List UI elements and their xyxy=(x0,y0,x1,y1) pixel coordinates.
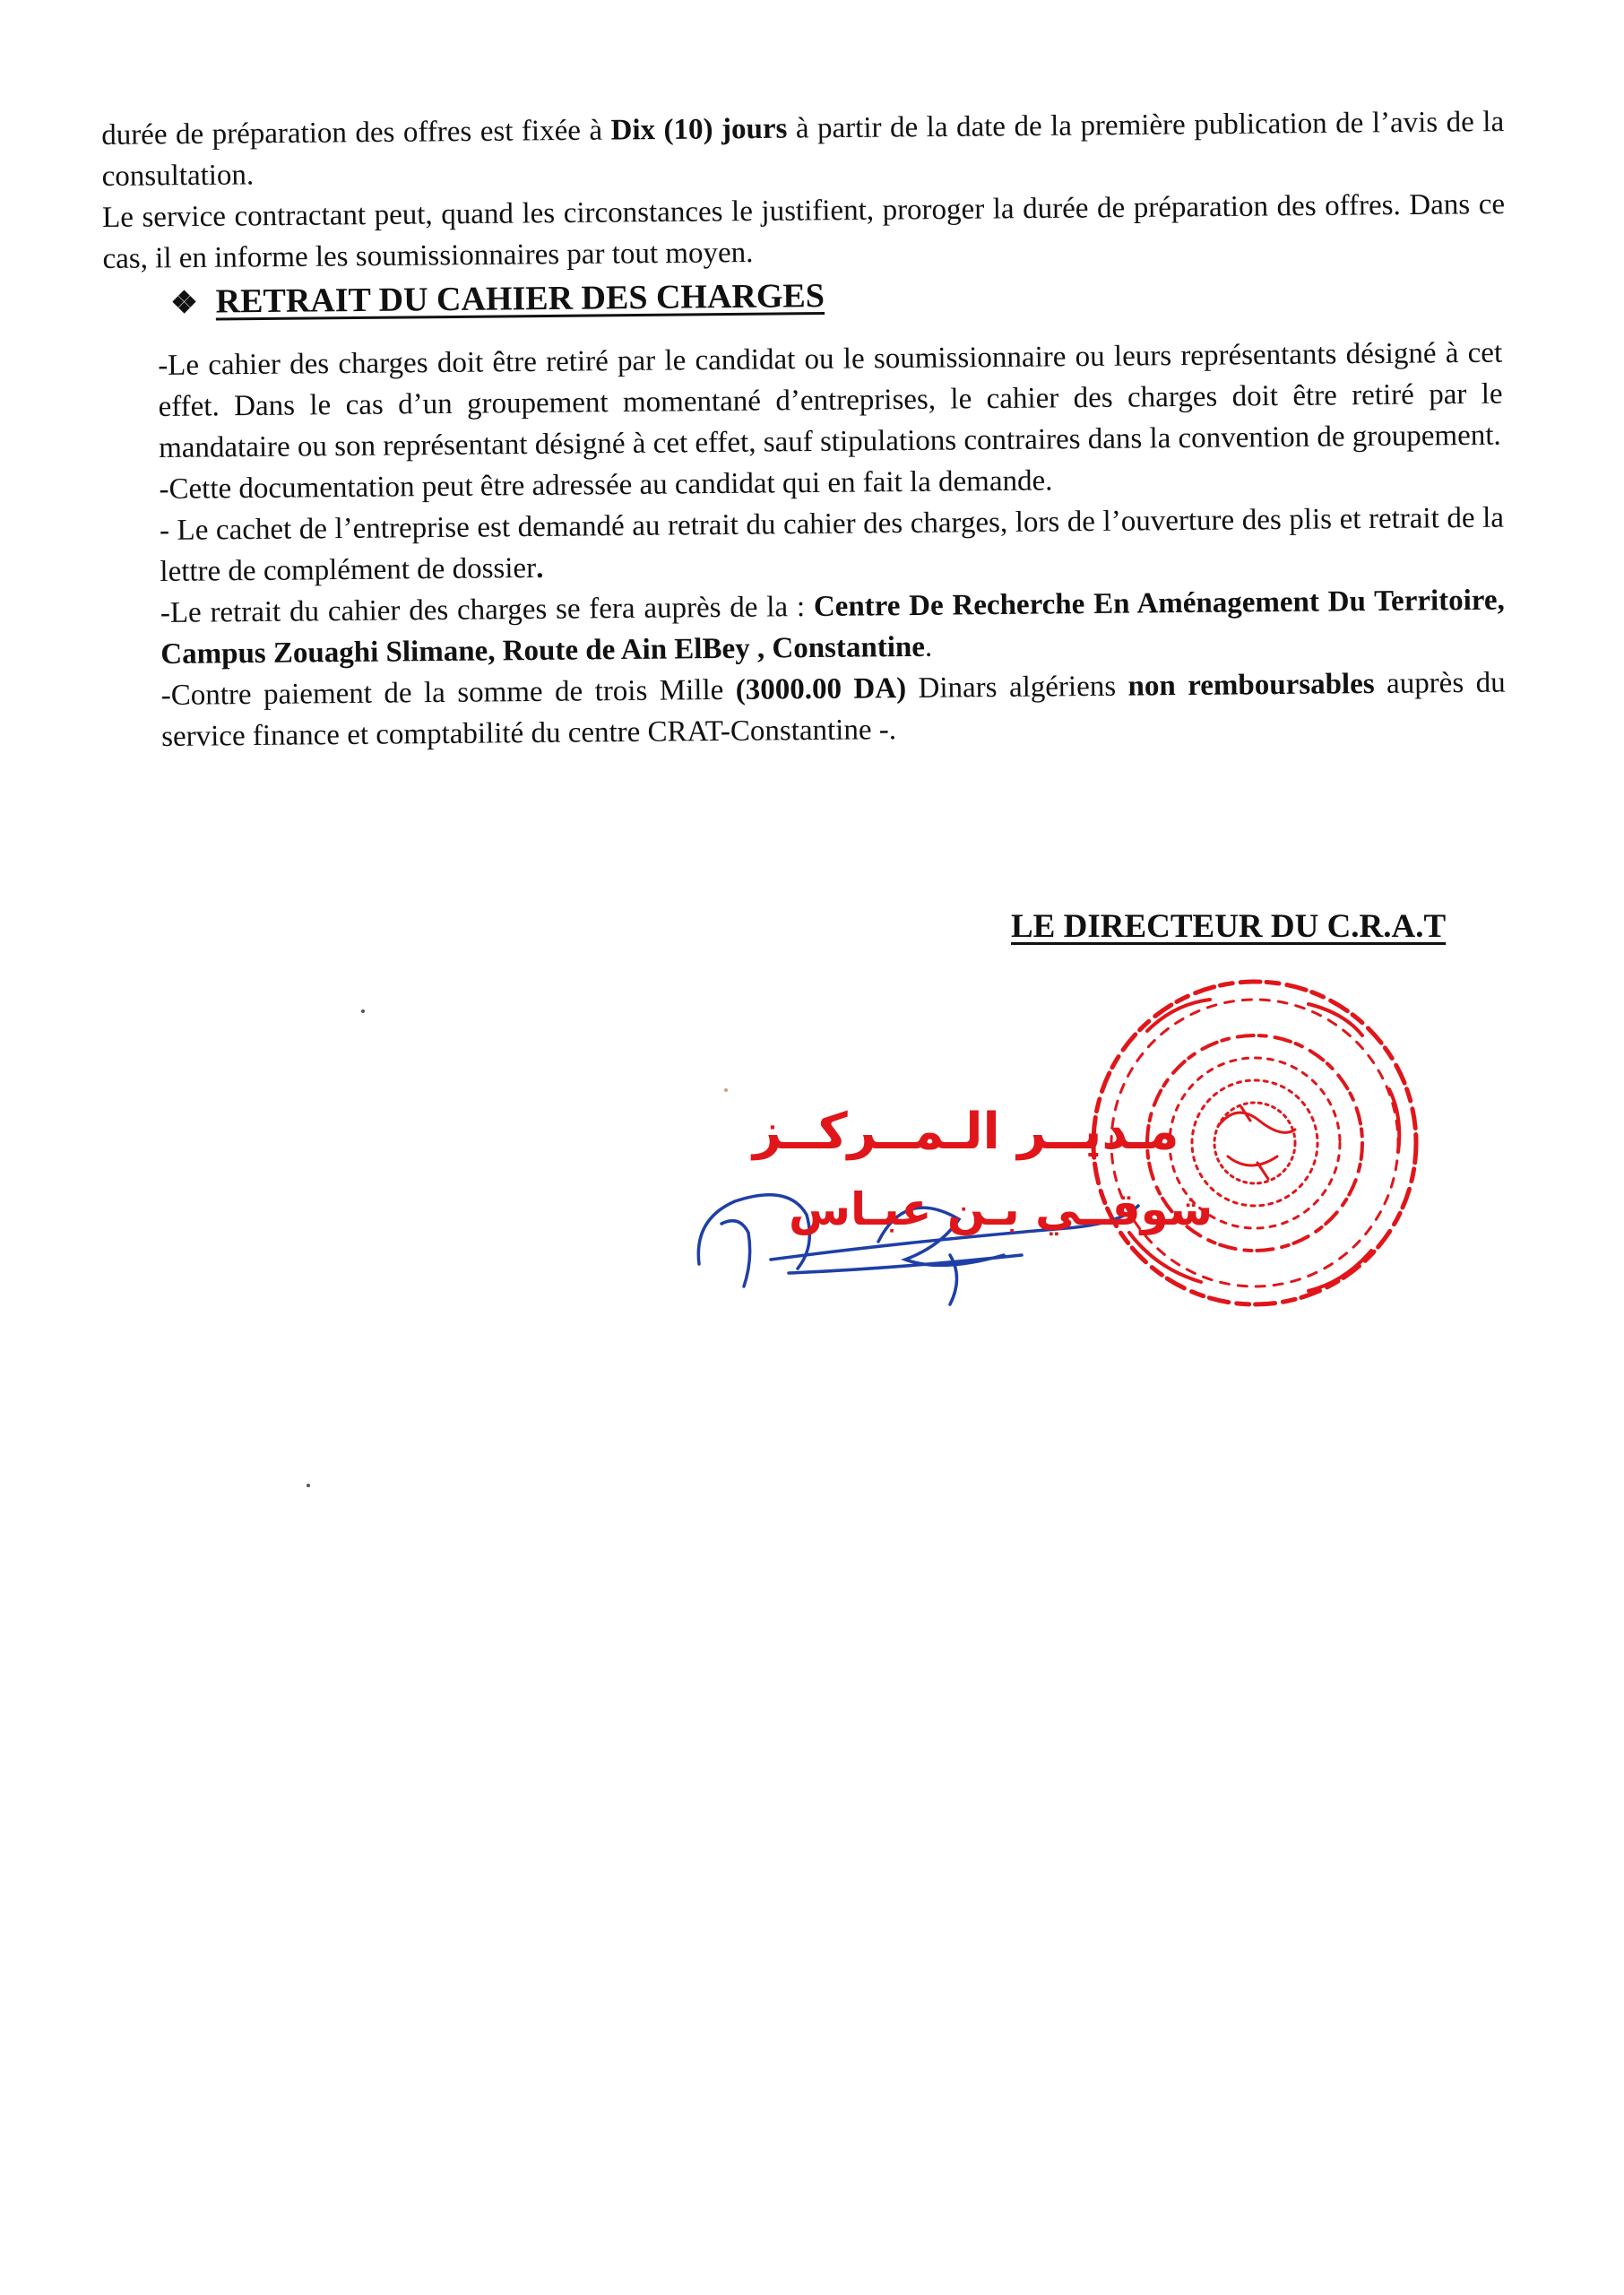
retrait-heading-text: RETRAIT DU CAHIER DES CHARGES xyxy=(215,276,825,321)
intro-paragraph xyxy=(101,101,1506,280)
retrait-paragraph-2: -Cette documentation peut être adressée au candidat qui en fait la demande. xyxy=(159,464,1053,506)
retrait-p3-bold: . xyxy=(535,551,544,585)
retrait-p5-text-2: Dinars algériens xyxy=(905,670,1128,706)
retrait-p5-amount: (3000.00 DA) xyxy=(735,672,907,706)
retrait-p3-text: - Le cachet de l’entreprise est demandé au retrait du cahier des charges, lors de l’ouverture des plis et retrait de la lettre de complément de dossier xyxy=(159,501,1505,588)
retrait-paragraph-4 xyxy=(160,580,1506,675)
four-diamond-bullet-icon: ❖ xyxy=(170,286,198,320)
retrait-body xyxy=(158,333,1506,758)
scan-speck xyxy=(307,1484,310,1487)
retrait-paragraph-1: -Le cahier des charges doit être retiré par le candidat ou le soumissionnaire ou leurs représentants désigné à cet effet. Dans le cas d’un groupement momentané d’entreprises, le cahier des charges doit être retiré par le mandataire ou son représentant désigné à cet effet, sauf stipulations contraires dans la convention de groupement. xyxy=(158,336,1503,464)
stamp-title-arabic: مـديــر الـمــركــز xyxy=(753,1103,1179,1161)
scan-speck xyxy=(361,1009,365,1013)
retrait-p4-text: -Le retrait du cahier des charges se fera auprès de la : xyxy=(160,590,815,629)
retrait-p5-text-3: auprès du service finance et comptabilité du centre CRAT-Constantine -. xyxy=(161,666,1506,753)
stamp-name-arabic: شوقــي بـن عبـاس xyxy=(789,1183,1214,1235)
retrait-p4-address: Centre De Recherche En Aménagement Du Territoire, Campus Zouaghi Slimane, Route de Ain ElBey , Constantine xyxy=(160,584,1505,671)
retrait-p5-text-1: -Contre paiement de la somme de trois Mille xyxy=(160,673,736,712)
intro-bold-duration: Dix (10) jours xyxy=(610,112,788,147)
intro-text-1: durée de préparation des offres est fixée à xyxy=(101,114,611,152)
scan-speck xyxy=(724,1088,728,1092)
retrait-heading xyxy=(170,276,825,322)
retrait-paragraph-5 xyxy=(161,663,1507,758)
retrait-paragraph-3 xyxy=(160,498,1505,593)
retrait-p5-non-refundable: non remboursables xyxy=(1127,667,1375,703)
retrait-p4-end: . xyxy=(924,630,933,663)
intro-text-2: à partir de la date de la première publication de l’avis de la consultation. xyxy=(101,105,1505,193)
intro-text-3: Le service contractant peut, quand les circonstances le justifient, proroger la durée de préparation des offres. Dans ce cas, il en informe les soumissionnaires par tout moyen. xyxy=(101,187,1506,275)
director-title: LE DIRECTEUR DU C.R.A.T xyxy=(1011,908,1447,945)
